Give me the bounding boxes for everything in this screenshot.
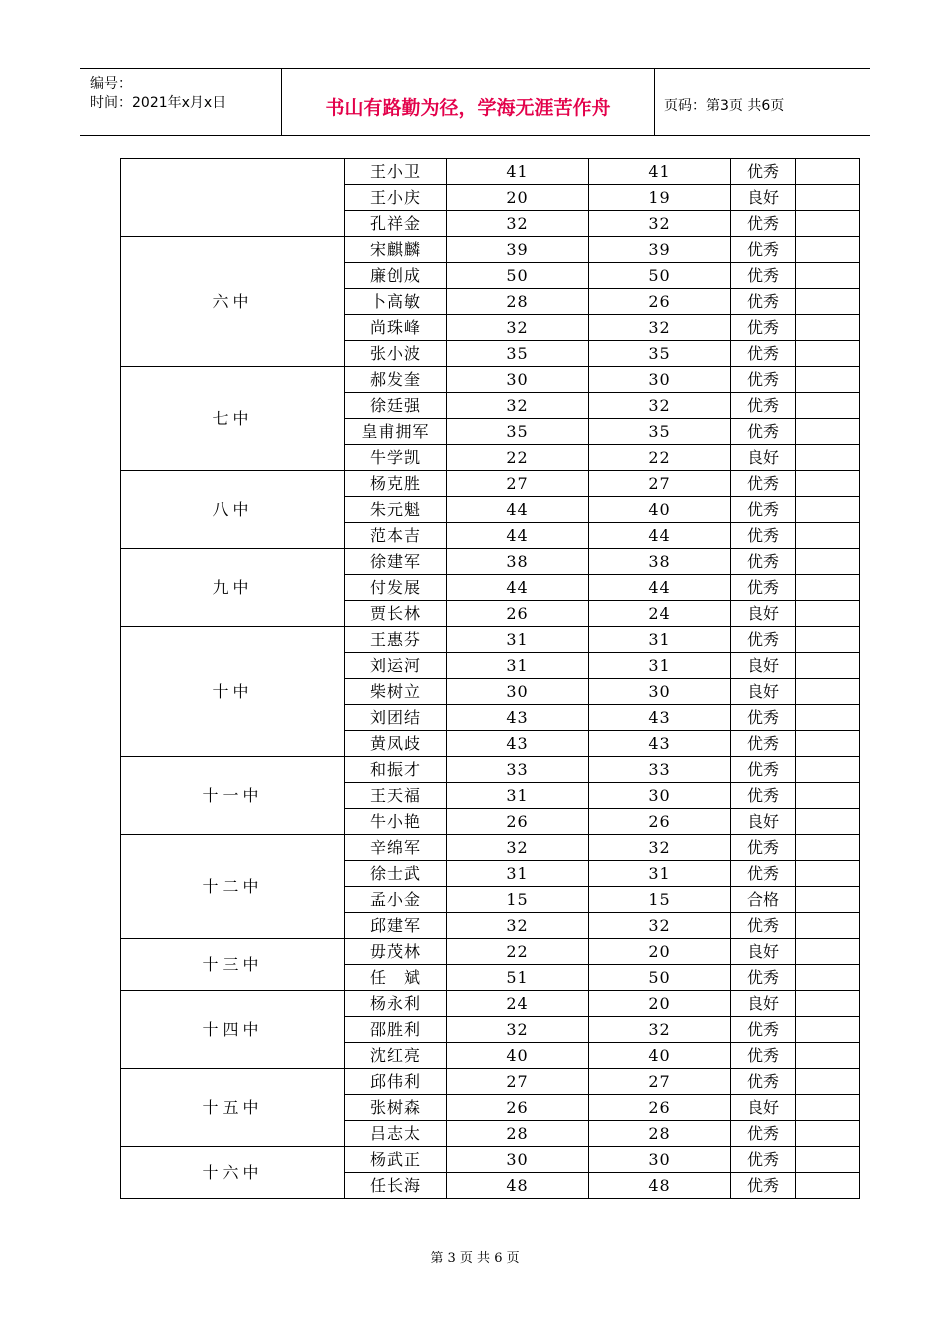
- score-2-cell: 48: [589, 1173, 731, 1199]
- score-2-cell: 50: [589, 263, 731, 289]
- page-header: [80, 68, 870, 136]
- score-2-cell: 44: [589, 523, 731, 549]
- remark-cell: [796, 965, 860, 991]
- name-cell: 和振才: [345, 757, 447, 783]
- table-row: [121, 757, 860, 783]
- score-2-cell: 40: [589, 1043, 731, 1069]
- score-1-cell: 32: [447, 211, 589, 237]
- name-cell: 尚珠峰: [345, 315, 447, 341]
- remark-cell: [796, 835, 860, 861]
- score-1-cell: 44: [447, 497, 589, 523]
- score-2-cell: 40: [589, 497, 731, 523]
- grade-cell: 良好: [731, 185, 796, 211]
- remark-cell: [796, 1043, 860, 1069]
- score-2-cell: 43: [589, 731, 731, 757]
- score-1-cell: 27: [447, 1069, 589, 1095]
- name-cell: 任 斌: [345, 965, 447, 991]
- name-cell: 张树森: [345, 1095, 447, 1121]
- name-cell: 任长海: [345, 1173, 447, 1199]
- score-2-cell: 43: [589, 705, 731, 731]
- school-cell: 七中: [121, 367, 345, 471]
- grade-cell: 优秀: [731, 263, 796, 289]
- grade-cell: 优秀: [731, 1173, 796, 1199]
- remark-cell: [796, 1173, 860, 1199]
- remark-cell: [796, 393, 860, 419]
- grade-cell: 良好: [731, 809, 796, 835]
- score-2-cell: 39: [589, 237, 731, 263]
- score-2-cell: 32: [589, 835, 731, 861]
- grade-cell: 良好: [731, 679, 796, 705]
- table-row: [121, 237, 860, 263]
- name-cell: 徐士武: [345, 861, 447, 887]
- header-motto-cell: [282, 69, 655, 135]
- grade-cell: 良好: [731, 653, 796, 679]
- score-2-cell: 15: [589, 887, 731, 913]
- remark-cell: [796, 315, 860, 341]
- score-2-cell: 27: [589, 1069, 731, 1095]
- score-2-cell: 24: [589, 601, 731, 627]
- page-info: 页码：第3页 共6页: [664, 98, 785, 114]
- remark-cell: [796, 341, 860, 367]
- score-1-cell: 39: [447, 237, 589, 263]
- score-1-cell: 35: [447, 341, 589, 367]
- school-cell: 十一中: [121, 757, 345, 835]
- grade-cell: 优秀: [731, 731, 796, 757]
- table-row: [121, 549, 860, 575]
- school-cell: 八中: [121, 471, 345, 549]
- page-footer: 第 3 页 共 6 页: [430, 1251, 520, 1266]
- score-1-cell: 50: [447, 263, 589, 289]
- score-1-cell: 32: [447, 835, 589, 861]
- school-cell: 十四中: [121, 991, 345, 1069]
- table-row: [121, 159, 860, 185]
- score-1-cell: 30: [447, 679, 589, 705]
- grade-cell: 优秀: [731, 549, 796, 575]
- code-label: 编号：: [90, 76, 132, 92]
- score-1-cell: 40: [447, 1043, 589, 1069]
- grade-cell: 优秀: [731, 783, 796, 809]
- grade-cell: 优秀: [731, 861, 796, 887]
- table-row: [121, 367, 860, 393]
- score-table: [120, 158, 860, 1199]
- score-2-cell: 26: [589, 809, 731, 835]
- score-1-cell: 31: [447, 653, 589, 679]
- score-2-cell: 26: [589, 1095, 731, 1121]
- grade-cell: 优秀: [731, 705, 796, 731]
- score-2-cell: 30: [589, 679, 731, 705]
- name-cell: 徐廷强: [345, 393, 447, 419]
- score-1-cell: 32: [447, 913, 589, 939]
- school-cell: 十五中: [121, 1069, 345, 1147]
- name-cell: 黄凤歧: [345, 731, 447, 757]
- name-cell: 皇甫拥军: [345, 419, 447, 445]
- score-2-cell: 32: [589, 211, 731, 237]
- table-row: [121, 627, 860, 653]
- grade-cell: 优秀: [731, 965, 796, 991]
- remark-cell: [796, 679, 860, 705]
- score-1-cell: 48: [447, 1173, 589, 1199]
- score-2-cell: 35: [589, 419, 731, 445]
- school-cell: 十二中: [121, 835, 345, 939]
- score-2-cell: 27: [589, 471, 731, 497]
- name-cell: 吕志太: [345, 1121, 447, 1147]
- grade-cell: 良好: [731, 1095, 796, 1121]
- score-1-cell: 28: [447, 289, 589, 315]
- grade-cell: 优秀: [731, 497, 796, 523]
- grade-cell: 优秀: [731, 315, 796, 341]
- remark-cell: [796, 471, 860, 497]
- score-1-cell: 24: [447, 991, 589, 1017]
- remark-cell: [796, 549, 860, 575]
- score-1-cell: 30: [447, 1147, 589, 1173]
- remark-cell: [796, 445, 860, 471]
- name-cell: 徐建军: [345, 549, 447, 575]
- name-cell: 贾长林: [345, 601, 447, 627]
- remark-cell: [796, 861, 860, 887]
- name-cell: 孔祥金: [345, 211, 447, 237]
- name-cell: 邱建军: [345, 913, 447, 939]
- score-1-cell: 26: [447, 1095, 589, 1121]
- grade-cell: 优秀: [731, 393, 796, 419]
- score-1-cell: 41: [447, 159, 589, 185]
- score-table-body: [121, 159, 860, 1199]
- name-cell: 付发展: [345, 575, 447, 601]
- remark-cell: [796, 289, 860, 315]
- score-1-cell: 51: [447, 965, 589, 991]
- score-2-cell: 50: [589, 965, 731, 991]
- name-cell: 沈红亮: [345, 1043, 447, 1069]
- score-2-cell: 38: [589, 549, 731, 575]
- table-row: [121, 939, 860, 965]
- remark-cell: [796, 1069, 860, 1095]
- score-1-cell: 26: [447, 601, 589, 627]
- remark-cell: [796, 887, 860, 913]
- school-cell: 六中: [121, 237, 345, 367]
- name-cell: 王天福: [345, 783, 447, 809]
- score-1-cell: 44: [447, 523, 589, 549]
- score-2-cell: 32: [589, 1017, 731, 1043]
- name-cell: 王小卫: [345, 159, 447, 185]
- name-cell: 卜高敏: [345, 289, 447, 315]
- score-2-cell: 30: [589, 783, 731, 809]
- grade-cell: 优秀: [731, 211, 796, 237]
- motto-text: 书山有路勤为径，学海无涯苦作舟: [325, 97, 611, 119]
- score-1-cell: 32: [447, 393, 589, 419]
- score-1-cell: 32: [447, 1017, 589, 1043]
- score-2-cell: 33: [589, 757, 731, 783]
- remark-cell: [796, 653, 860, 679]
- remark-cell: [796, 939, 860, 965]
- score-2-cell: 20: [589, 939, 731, 965]
- name-cell: 牛小艳: [345, 809, 447, 835]
- score-1-cell: 20: [447, 185, 589, 211]
- score-2-cell: 26: [589, 289, 731, 315]
- name-cell: 张小波: [345, 341, 447, 367]
- grade-cell: 优秀: [731, 1043, 796, 1069]
- remark-cell: [796, 419, 860, 445]
- grade-cell: 优秀: [731, 575, 796, 601]
- grade-cell: 优秀: [731, 289, 796, 315]
- remark-cell: [796, 263, 860, 289]
- name-cell: 杨克胜: [345, 471, 447, 497]
- remark-cell: [796, 1017, 860, 1043]
- name-cell: 毋茂林: [345, 939, 447, 965]
- grade-cell: 优秀: [731, 341, 796, 367]
- grade-cell: 优秀: [731, 367, 796, 393]
- grade-cell: 优秀: [731, 419, 796, 445]
- name-cell: 王小庆: [345, 185, 447, 211]
- score-1-cell: 30: [447, 367, 589, 393]
- score-1-cell: 22: [447, 939, 589, 965]
- name-cell: 王惠芬: [345, 627, 447, 653]
- remark-cell: [796, 237, 860, 263]
- remark-cell: [796, 991, 860, 1017]
- remark-cell: [796, 1095, 860, 1121]
- remark-cell: [796, 575, 860, 601]
- score-1-cell: 15: [447, 887, 589, 913]
- score-2-cell: 31: [589, 653, 731, 679]
- score-1-cell: 35: [447, 419, 589, 445]
- remark-cell: [796, 523, 860, 549]
- score-2-cell: 32: [589, 393, 731, 419]
- grade-cell: 优秀: [731, 1017, 796, 1043]
- school-cell: [121, 159, 345, 237]
- score-1-cell: 22: [447, 445, 589, 471]
- school-cell: 九中: [121, 549, 345, 627]
- name-cell: 朱元魁: [345, 497, 447, 523]
- remark-cell: [796, 705, 860, 731]
- grade-cell: 优秀: [731, 627, 796, 653]
- grade-cell: 优秀: [731, 1069, 796, 1095]
- score-1-cell: 27: [447, 471, 589, 497]
- name-cell: 柴树立: [345, 679, 447, 705]
- score-2-cell: 20: [589, 991, 731, 1017]
- remark-cell: [796, 757, 860, 783]
- table-row: [121, 991, 860, 1017]
- score-1-cell: 28: [447, 1121, 589, 1147]
- remark-cell: [796, 211, 860, 237]
- name-cell: 辛绵军: [345, 835, 447, 861]
- remark-cell: [796, 1147, 860, 1173]
- score-2-cell: 31: [589, 861, 731, 887]
- remark-cell: [796, 731, 860, 757]
- grade-cell: 良好: [731, 445, 796, 471]
- name-cell: 宋麒麟: [345, 237, 447, 263]
- grade-cell: 优秀: [731, 237, 796, 263]
- school-cell: 十六中: [121, 1147, 345, 1199]
- score-2-cell: 32: [589, 913, 731, 939]
- name-cell: 郝发奎: [345, 367, 447, 393]
- name-cell: 牛学凯: [345, 445, 447, 471]
- grade-cell: 优秀: [731, 913, 796, 939]
- remark-cell: [796, 627, 860, 653]
- name-cell: 杨永利: [345, 991, 447, 1017]
- score-1-cell: 31: [447, 861, 589, 887]
- score-1-cell: 31: [447, 783, 589, 809]
- score-1-cell: 44: [447, 575, 589, 601]
- score-2-cell: 41: [589, 159, 731, 185]
- table-row: [121, 471, 860, 497]
- name-cell: 廉创成: [345, 263, 447, 289]
- score-1-cell: 26: [447, 809, 589, 835]
- school-cell: 十中: [121, 627, 345, 757]
- score-2-cell: 44: [589, 575, 731, 601]
- name-cell: 刘运河: [345, 653, 447, 679]
- score-1-cell: 32: [447, 315, 589, 341]
- score-1-cell: 38: [447, 549, 589, 575]
- time-label: 时间：2021年x月x日: [90, 95, 227, 111]
- score-1-cell: 43: [447, 705, 589, 731]
- grade-cell: 良好: [731, 939, 796, 965]
- remark-cell: [796, 159, 860, 185]
- remark-cell: [796, 601, 860, 627]
- remark-cell: [796, 185, 860, 211]
- grade-cell: 优秀: [731, 523, 796, 549]
- score-1-cell: 33: [447, 757, 589, 783]
- grade-cell: 优秀: [731, 1121, 796, 1147]
- table-row: [121, 1147, 860, 1173]
- name-cell: 杨武正: [345, 1147, 447, 1173]
- score-2-cell: 32: [589, 315, 731, 341]
- score-2-cell: 28: [589, 1121, 731, 1147]
- remark-cell: [796, 809, 860, 835]
- score-2-cell: 35: [589, 341, 731, 367]
- score-2-cell: 22: [589, 445, 731, 471]
- remark-cell: [796, 913, 860, 939]
- grade-cell: 优秀: [731, 757, 796, 783]
- grade-cell: 良好: [731, 991, 796, 1017]
- score-2-cell: 30: [589, 367, 731, 393]
- grade-cell: 优秀: [731, 835, 796, 861]
- name-cell: 范本吉: [345, 523, 447, 549]
- name-cell: 孟小金: [345, 887, 447, 913]
- remark-cell: [796, 1121, 860, 1147]
- score-2-cell: 19: [589, 185, 731, 211]
- grade-cell: 优秀: [731, 159, 796, 185]
- school-cell: 十三中: [121, 939, 345, 991]
- grade-cell: 优秀: [731, 471, 796, 497]
- remark-cell: [796, 783, 860, 809]
- header-page-cell: [655, 69, 870, 135]
- score-1-cell: 31: [447, 627, 589, 653]
- remark-cell: [796, 497, 860, 523]
- score-1-cell: 43: [447, 731, 589, 757]
- table-row: [121, 835, 860, 861]
- name-cell: 刘团结: [345, 705, 447, 731]
- header-meta-cell: [80, 69, 282, 135]
- score-2-cell: 30: [589, 1147, 731, 1173]
- name-cell: 邵胜利: [345, 1017, 447, 1043]
- grade-cell: 合格: [731, 887, 796, 913]
- name-cell: 邱伟利: [345, 1069, 447, 1095]
- grade-cell: 优秀: [731, 1147, 796, 1173]
- table-row: [121, 1069, 860, 1095]
- grade-cell: 良好: [731, 601, 796, 627]
- score-2-cell: 31: [589, 627, 731, 653]
- remark-cell: [796, 367, 860, 393]
